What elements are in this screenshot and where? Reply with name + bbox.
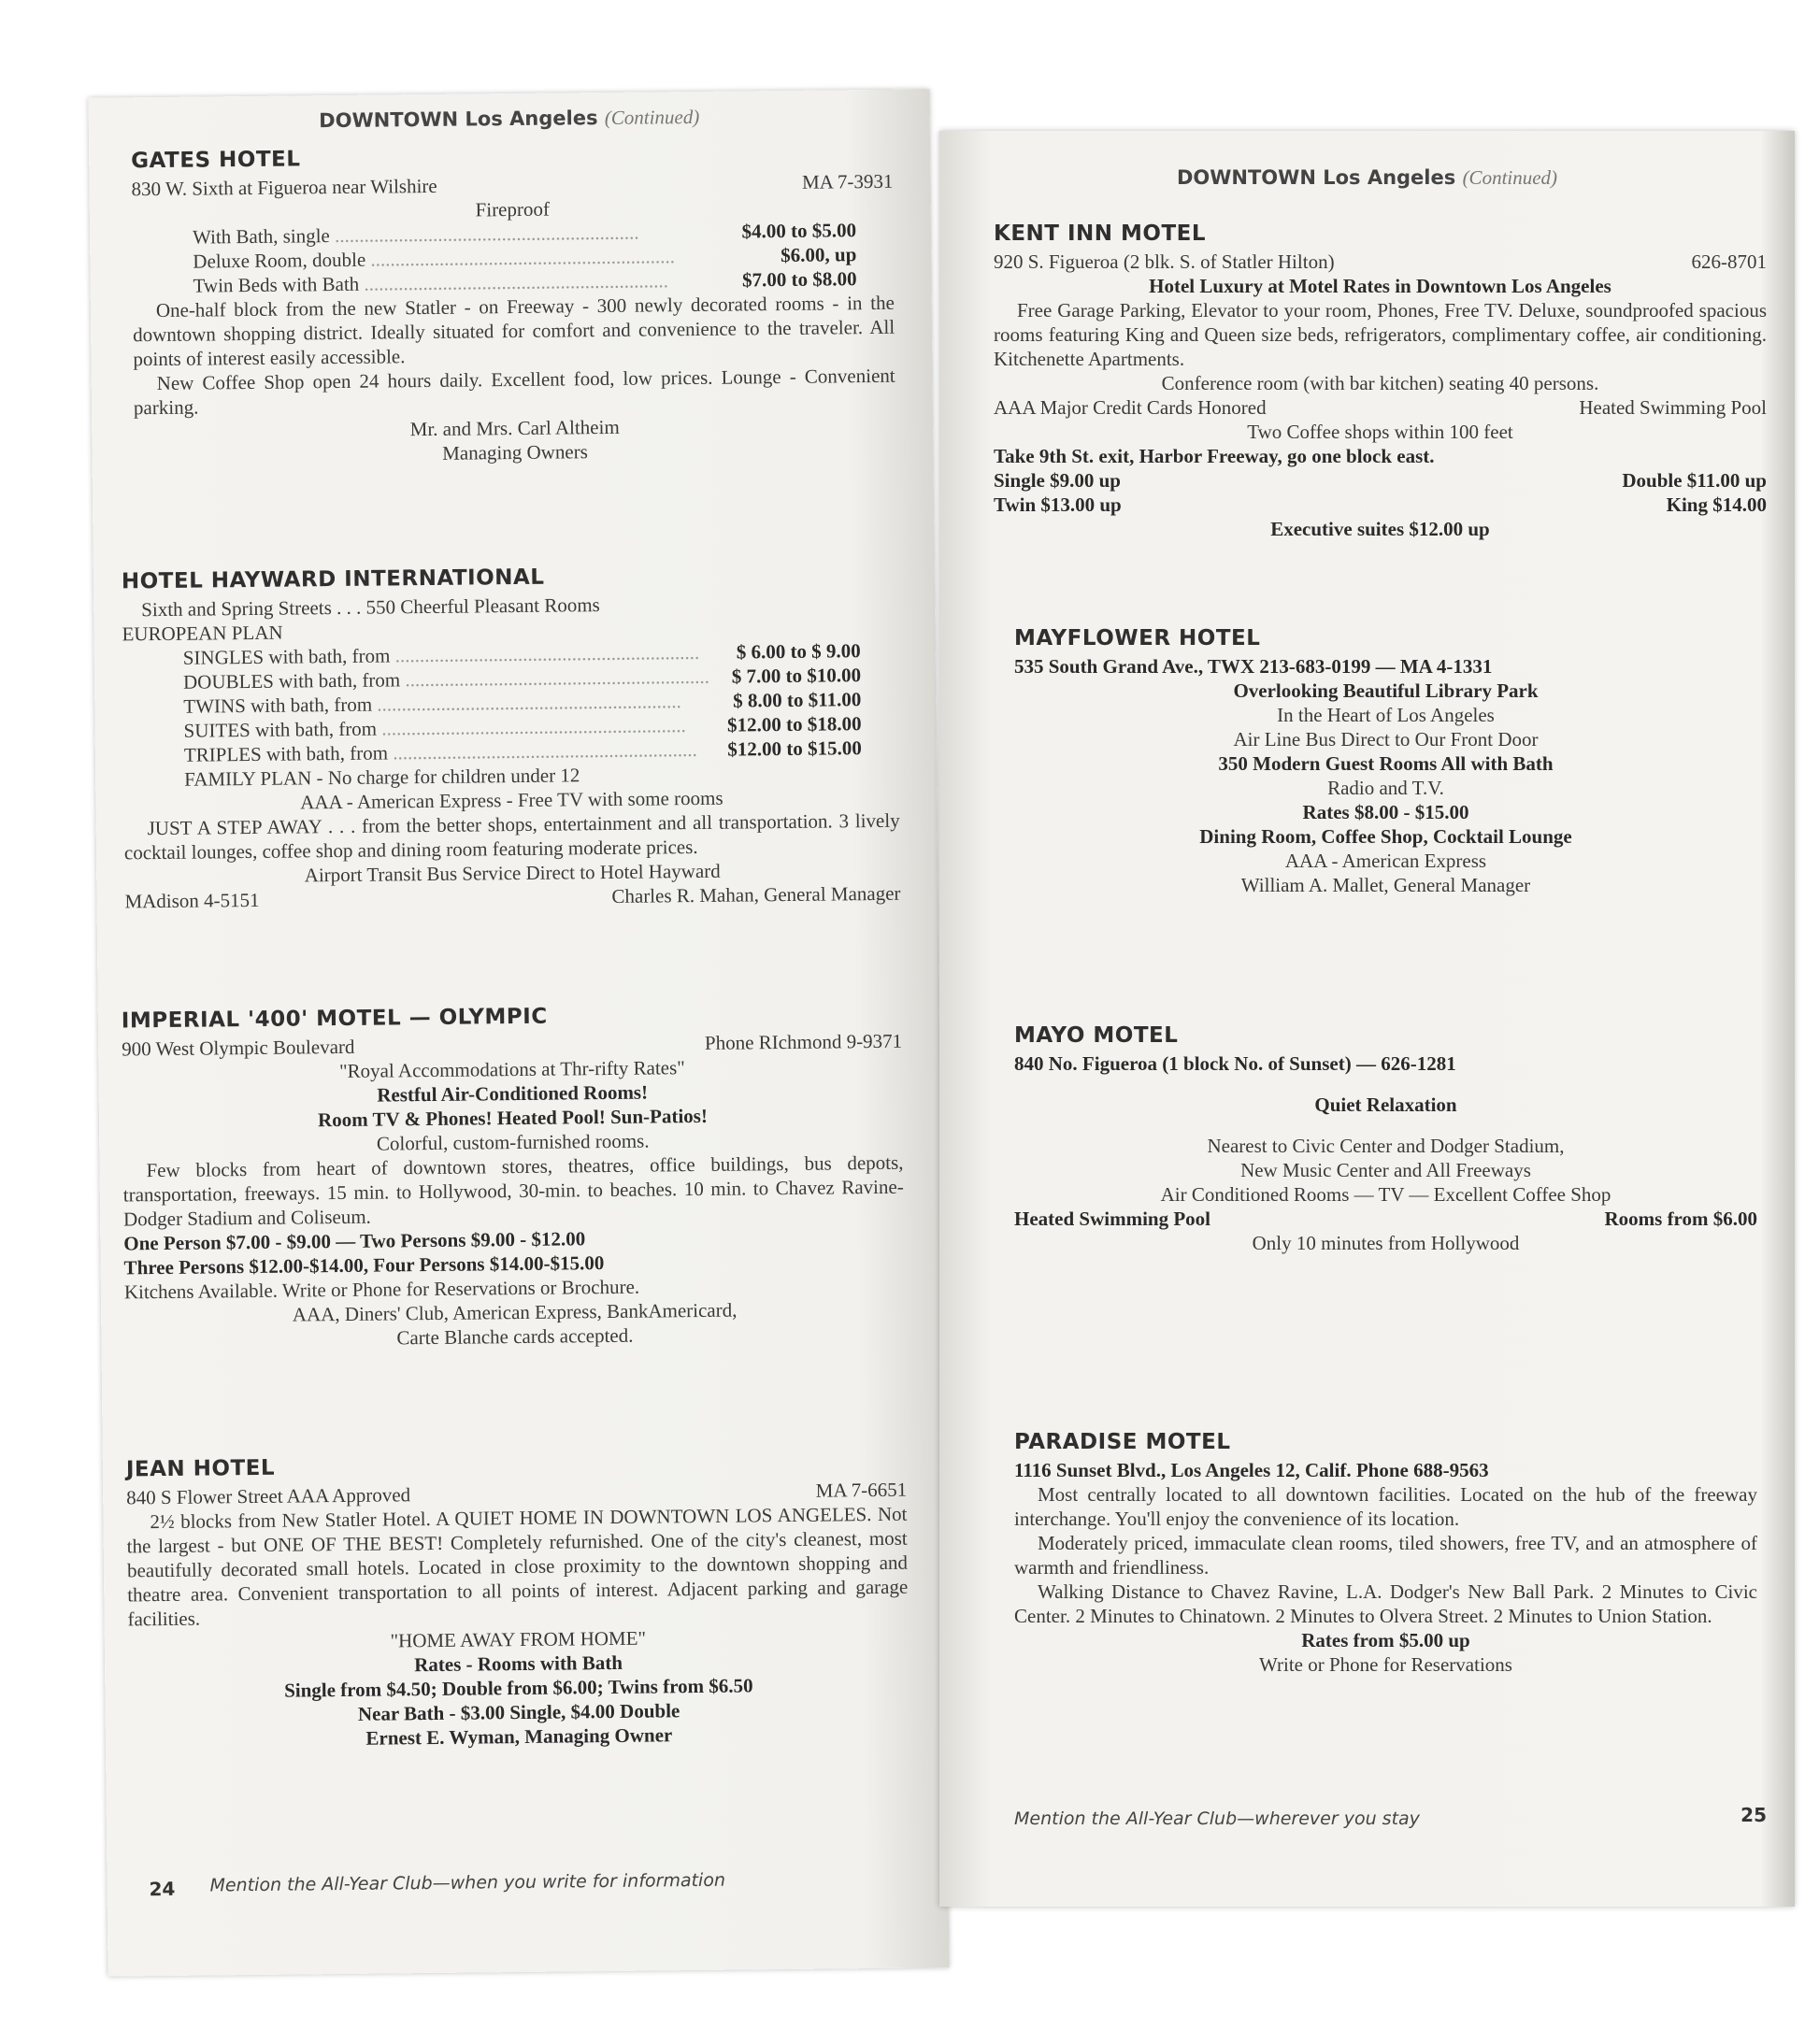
text-line: AAA, Diners' Club, American Express, BankAmericard, — [292, 1298, 738, 1326]
listing-jean-hotel — [126, 1450, 910, 1753]
text-line: In the Heart of Los Angeles — [1277, 704, 1495, 726]
text-line: Carte Blanche cards accepted. — [396, 1323, 634, 1350]
text-line: Rates - Rooms with Bath — [414, 1651, 623, 1677]
info-left: AAA Major Credit Cards Honored — [994, 396, 1267, 419]
page-number: 24 — [149, 1877, 176, 1901]
listing-gates-hotel — [131, 141, 896, 469]
listing-mayflower-hotel — [1014, 626, 1757, 897]
text-line: Sixth and Spring Streets . . . 550 Cheerful Pleasant Rooms — [122, 593, 600, 622]
text-line: Near Bath - $3.00 Single, $4.00 Double — [357, 1699, 680, 1725]
text-line: Executive suites $12.00 up — [1270, 518, 1490, 540]
rate-value: $ 8.00 to $11.00 — [733, 688, 862, 712]
text-line: Kitchens Available. Write or Phone for Reservations or Brochure. — [123, 1275, 640, 1304]
description-paragraph: 2½ blocks from New Statler Hotel. A QUIET HOME IN DOWNTOWN LOS ANGELES. Not the largest - but ONE OF THE BEST! Completely refurnished. One of the city's cleanest, most beautifully decorated small hotels. Located in close proximity to the downtown shopping and theatre area. Convenient transportation to all points of interest. Adjacent parking and garage facilities. — [126, 1502, 909, 1631]
text-line: 350 Modern Guest Rooms All with Bath — [1218, 752, 1554, 775]
text-line: 535 South Grand Ave., TWX 213-683-0199 — MA 4-1331 — [1014, 655, 1493, 678]
listing-title: GATES HOTEL — [131, 147, 301, 174]
header-continued: (Continued) — [1462, 166, 1558, 189]
text-line: Nearest to Civic Center and Dodger Stadium, — [1207, 1135, 1565, 1157]
rate-label: Twin Beds with Bath ..... — [193, 267, 742, 297]
header-title: DOWNTOWN Los Angeles — [1176, 166, 1456, 189]
info-right: MA 7-6651 — [815, 1478, 908, 1502]
info-row — [1014, 1207, 1757, 1231]
listing-title: JEAN HOTEL — [125, 1455, 276, 1482]
rate-value: $ 6.00 to $ 9.00 — [736, 639, 861, 664]
rate-label: DOUBLES with bath, from ..... — [183, 665, 732, 694]
info-row — [994, 468, 1767, 493]
text-line: FAMILY PLAN - No charge for children under 12 — [184, 764, 580, 791]
right-page — [939, 131, 1795, 1907]
text-line: Room TV & Phones! Heated Pool! Sun-Patios! — [317, 1104, 709, 1132]
text-line: Mr. and Mrs. Carl Altheim — [409, 415, 620, 441]
info-row — [994, 395, 1767, 420]
text-line: Ernest E. Wyman, Managing Owner — [365, 1723, 673, 1750]
text-line: Hotel Luxury at Motel Rates in Downtown Los Angeles — [1149, 275, 1611, 297]
listing-title: IMPERIAL '400' MOTEL — OLYMPIC — [121, 1004, 548, 1034]
listing-title: PARADISE MOTEL — [1014, 1430, 1231, 1454]
text-line: Rates from $5.00 up — [1301, 1629, 1470, 1651]
rate-value: $6.00, up — [781, 243, 857, 267]
text-line: William A. Mallet, General Manager — [1240, 874, 1531, 896]
info-left: Heated Swimming Pool — [1014, 1208, 1210, 1230]
text-line: Take 9th St. exit, Harbor Freeway, go one block east. — [994, 445, 1435, 467]
rate-label: Deluxe Room, double ..... — [193, 243, 781, 274]
description-paragraph: Few blocks from heart of downtown stores, theatres, office buildings, bus depots, transportation, freeways. 15 min. to Hollywood, 30-min. to beaches. 10 min. to Chavez Ravine-Dodger Stadium and Coliseum. — [122, 1151, 904, 1231]
text-line: Three Persons $12.00-$14.00, Four Persons $14.00-$15.00 — [123, 1251, 605, 1279]
listing-title: HOTEL HAYWARD INTERNATIONAL — [121, 565, 545, 594]
spacer — [1014, 1117, 1757, 1134]
rate-label: SINGLES with bath, from ..... — [183, 640, 737, 670]
page-header — [939, 166, 1795, 190]
text-line: Two Coffee shops within 100 feet — [1247, 421, 1513, 443]
text-line: Fireproof — [475, 197, 551, 222]
info-left: 840 S Flower Street AAA Approved — [126, 1483, 411, 1509]
text-line: Single from $4.50; Double from $6.00; Twins from $6.50 — [283, 1674, 753, 1702]
text-line: Radio and T.V. — [1327, 777, 1444, 799]
text-line: Colorful, custom-furnished rooms. — [376, 1129, 650, 1155]
text-line: New Music Center and All Freeways — [1240, 1159, 1531, 1181]
rate-label: TWINS with bath, from ..... — [183, 689, 733, 719]
page-footer: Mention the All-Year Club—when you write for information — [209, 1869, 726, 1896]
text-line: 840 No. Figueroa (1 block No. of Sunset) — 626-1281 — [1014, 1052, 1456, 1075]
info-right: MA 7-3931 — [801, 169, 894, 193]
info-row — [994, 493, 1767, 517]
rate-label: With Bath, single ..... — [193, 219, 742, 249]
info-left: 900 West Olympic Boulevard — [122, 1035, 355, 1061]
text-line: Managing Owners — [442, 440, 588, 465]
text-line: Restful Air-Conditioned Rooms! — [377, 1080, 649, 1107]
text-line: Write or Phone for Reservations — [1259, 1653, 1512, 1676]
listing-mayo-motel — [1014, 1023, 1757, 1255]
rate-label: TRIPLES with bath, from ..... — [184, 737, 728, 767]
description-paragraph: Walking Distance to Chavez Ravine, L.A. Dodger's New Ball Park. 2 Minutes to Civic Center. 2 Minutes to Chinatown. 2 Minutes to Olvera Street. 2 Minutes to Union Station. — [1014, 1580, 1757, 1627]
description-paragraph: Most centrally located to all downtown facilities. Located on the hub of the freeway interchange. You'll enjoy the convenience of its location. — [1014, 1483, 1757, 1530]
rate-value: $12.00 to $18.00 — [726, 712, 862, 736]
info-right: Heated Swimming Pool — [1579, 396, 1767, 419]
text-line: Rates $8.00 - $15.00 — [1302, 801, 1469, 823]
left-page — [89, 89, 950, 1976]
text-line: "Royal Accommodations at Thr-rifty Rates" — [338, 1056, 685, 1083]
info-right: King $14.00 — [1666, 493, 1767, 516]
description-paragraph: Moderately priced, immaculate clean rooms, tiled showers, free TV, and an atmosphere of warmth and friendliness. — [1014, 1532, 1757, 1579]
listing-imperial-400-motel-olympic — [122, 1001, 906, 1353]
text-line: AAA - American Express — [1284, 850, 1487, 872]
text-line: "HOME AWAY FROM HOME" — [390, 1626, 647, 1652]
info-left: 920 S. Figueroa (2 blk. S. of Statler Hilton) — [994, 250, 1335, 273]
info-right: Rooms from $6.00 — [1604, 1208, 1757, 1230]
description-paragraph: Free Garage Parking, Elevator to your room, Phones, Free TV. Deluxe, soundproofed spacious rooms featuring King and Queen size beds, refrigerators, complimentary coffee, air conditioning. Kitchenette Apartments. — [994, 299, 1767, 370]
info-right: Phone RIchmond 9-9371 — [704, 1029, 903, 1054]
rate-label: SUITES with bath, from ..... — [183, 713, 727, 743]
description-paragraph: JUST A STEP AWAY . . . from the better shops, entertainment and all transportation. 3 lively cocktail lounges, coffee shop and dining room featuring moderate prices. — [123, 808, 900, 865]
header-continued: (Continued) — [604, 105, 700, 129]
page-header — [89, 103, 930, 135]
text-line: 1116 Sunset Blvd., Los Angeles 12, Calif. Phone 688-9563 — [1014, 1459, 1489, 1481]
rate-value: $ 7.00 to $10.00 — [731, 664, 862, 688]
info-left: Twin $13.00 up — [994, 493, 1122, 516]
text-line: Airport Transit Bus Service Direct to Hotel Hayward — [304, 859, 721, 887]
header-title: DOWNTOWN Los Angeles — [319, 107, 598, 133]
text-line: Air Line Bus Direct to Our Front Door — [1233, 728, 1539, 750]
text-line: Quiet Relaxation — [1314, 1093, 1457, 1116]
text-line: Dining Room, Coffee Shop, Cocktail Lounge — [1199, 825, 1572, 848]
info-row — [994, 250, 1767, 274]
description-paragraph: New Coffee Shop open 24 hours daily. Excellent food, low prices. Lounge - Convenient parking. — [133, 364, 895, 420]
page-number: 25 — [1740, 1804, 1767, 1826]
listing-paradise-motel — [1014, 1430, 1757, 1677]
listing-title: MAYO MOTEL — [1014, 1023, 1179, 1048]
info-right: 626-8701 — [1691, 250, 1767, 273]
text-line: Conference room (with bar kitchen) seating 40 persons. — [1161, 372, 1599, 394]
text-line: EUROPEAN PLAN — [122, 621, 283, 646]
text-line: One Person $7.00 - $9.00 — Two Persons $9.00 - $12.00 — [123, 1227, 586, 1255]
info-left: MAdison 4-5151 — [124, 888, 260, 913]
info-right: Double $11.00 up — [1622, 469, 1767, 492]
text-line: AAA - American Express - Free TV with some rooms — [300, 786, 723, 814]
info-left: Single $9.00 up — [994, 469, 1121, 492]
page-footer: Mention the All-Year Club—wherever you stay — [1014, 1808, 1420, 1829]
rate-value: $4.00 to $5.00 — [741, 219, 857, 243]
info-left: 830 W. Sixth at Figueroa near Wilshire — [131, 174, 437, 201]
text-line: Overlooking Beautiful Library Park — [1233, 679, 1539, 702]
spacer — [1014, 1076, 1757, 1093]
info-right: Charles R. Mahan, General Manager — [611, 881, 901, 908]
text-line: Air Conditioned Rooms — TV — Excellent Coffee Shop — [1160, 1183, 1611, 1206]
listing-title: KENT INN MOTEL — [994, 222, 1207, 246]
listing-hotel-hayward-international — [122, 562, 901, 914]
listing-title: MAYFLOWER HOTEL — [1014, 626, 1261, 650]
text-line: Only 10 minutes from Hollywood — [1252, 1232, 1520, 1254]
rate-value: $12.00 to $15.00 — [727, 736, 862, 761]
description-paragraph: One-half block from the new Statler - on Freeway - 300 newly decorated rooms - in the downtown shopping district. Ideally situated for comfort and convenience to the traveler. All points of interest easily accessible. — [133, 291, 895, 371]
listing-kent-inn-motel — [994, 222, 1767, 541]
rate-value: $7.00 to $8.00 — [741, 267, 857, 292]
